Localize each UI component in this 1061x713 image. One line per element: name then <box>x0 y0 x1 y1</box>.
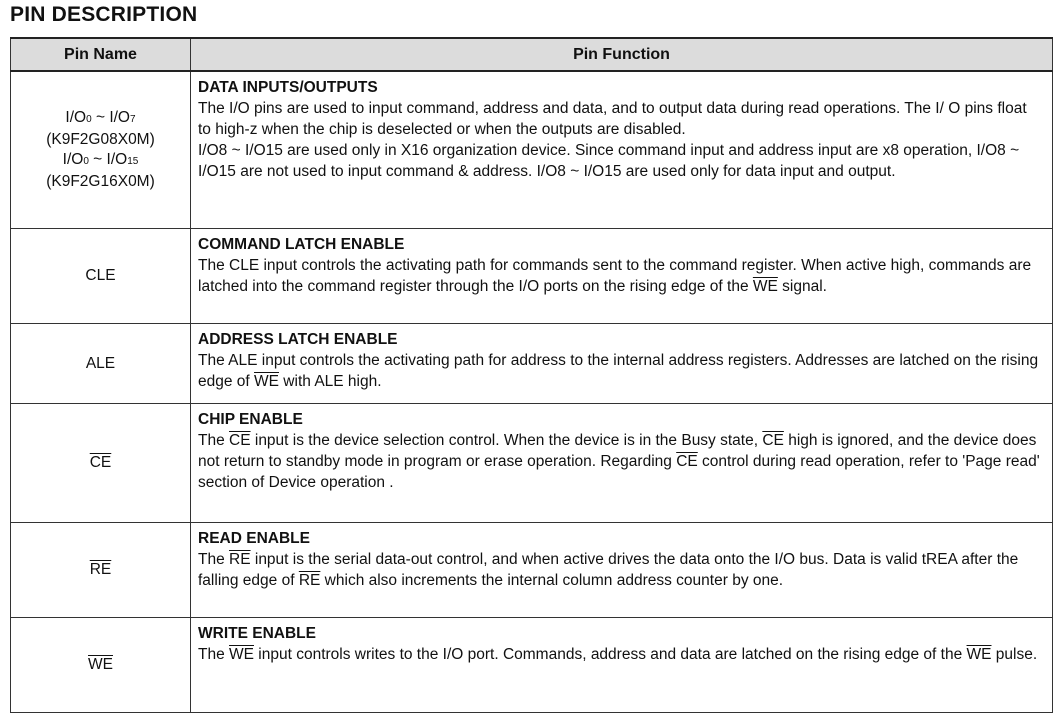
function-description: The $\overline{CE}$ input is the device selection control. When the device is in the Busy state, $\overline{CE}$ high is ignored, and the device does not return to standby mode in program or erase operation. Regarding $\overline{CE}$ control during read operation, refer to 'Page read' section of Device operation . <box>198 432 1040 491</box>
overline-signal: $\overline{CE}$ <box>676 453 698 470</box>
pin-name-io-x16: I/O0 ~ I/O15 <box>62 151 139 168</box>
table-row-we <box>11 618 1053 713</box>
function-heading: WRITE ENABLE <box>198 625 316 642</box>
overline-signal: $\overline{CE}$ <box>762 432 784 449</box>
function-description: The $\overline{WE}$ input controls writes to the I/O port. Commands, address and data are latched on the rising edge of the $\overline{WE}$ pulse. <box>198 646 1038 663</box>
pin-function-cell <box>191 229 1053 324</box>
function-description: The I/O pins are used to input command, address and data, and to output data during read operations. The I/ O pins float to high-z when the chip is deselected or when the outputs are disabled. <box>198 100 1027 138</box>
pin-description-table <box>10 37 1053 713</box>
function-description: The $\overline{RE}$ input is the serial data-out control, and when active drives the data onto the I/O bus. Data is valid tREA after the falling edge of $\overline{RE}$ which also increments the internal column address counter by one. <box>198 551 1019 589</box>
pin-part-x8: (K9F2G08X0M) <box>46 131 155 148</box>
table-row-ce <box>11 404 1053 523</box>
overline-signal: $\overline{RE}$ <box>229 551 251 568</box>
header-row <box>11 38 1053 71</box>
overline-signal: $\overline{WE}$ <box>752 278 778 295</box>
pin-name-ce: $\overline{CE}$ <box>89 454 112 471</box>
pin-function-cell <box>191 404 1053 523</box>
table-row-io <box>11 71 1053 229</box>
overline-signal: $\overline{CE}$ <box>229 432 251 449</box>
header-pin-function: Pin Function <box>191 38 1053 71</box>
function-heading: READ ENABLE <box>198 530 310 547</box>
pin-name-cell <box>11 523 191 618</box>
pin-name-io-x8: I/O0 ~ I/O7 <box>65 109 136 126</box>
pin-name-cell <box>11 618 191 713</box>
pin-function-cell <box>191 618 1053 713</box>
pin-name-re: $\overline{RE}$ <box>89 561 112 578</box>
pin-name-cell <box>11 404 191 523</box>
pin-function-cell <box>191 71 1053 229</box>
pin-name-cell <box>11 324 191 404</box>
table-row-cle <box>11 229 1053 324</box>
pin-part-x16: (K9F2G16X0M) <box>46 173 155 190</box>
pin-name-cell <box>11 71 191 229</box>
pin-function-cell <box>191 324 1053 404</box>
function-heading: DATA INPUTS/OUTPUTS <box>198 79 378 96</box>
pin-name-cell <box>11 229 191 324</box>
pin-name-cle: CLE <box>85 267 116 284</box>
overline-signal: $\overline{RE}$ <box>298 572 321 589</box>
function-description: The ALE input controls the activating path for address to the internal address registers. Addresses are latched on the rising edge of $\overline{WE}$ with ALE high. <box>198 352 1039 390</box>
overline-signal: $\overline{WE}$ <box>966 646 992 663</box>
function-description: The CLE input controls the activating path for commands sent to the command register. When active high, commands are latched into the command register through the I/O ports on the rising edge of the $\overline{WE}$ signal. <box>198 257 1032 295</box>
pin-function-cell <box>191 523 1053 618</box>
overline-signal: $\overline{WE}$ <box>229 646 254 663</box>
pin-name-ale: ALE <box>85 354 116 372</box>
function-heading: CHIP ENABLE <box>198 411 303 428</box>
function-heading: ADDRESS LATCH ENABLE <box>198 331 398 348</box>
table-header <box>11 38 1053 71</box>
pin-name-we: $\overline{WE}$ <box>88 656 113 673</box>
table-row-ale <box>11 324 1053 404</box>
table-row-re <box>11 523 1053 618</box>
page-title: PIN DESCRIPTION <box>10 3 198 26</box>
function-heading: COMMAND LATCH ENABLE <box>198 236 405 253</box>
header-pin-name: Pin Name <box>11 38 191 71</box>
overline-signal: $\overline{WE}$ <box>254 373 279 390</box>
function-description: I/O8 ~ I/O15 are used only in X16 organization device. Since command input and address input are x8 operation, I/O8 ~ I/O15 are not used to input command & address. I/O8 ~ I/O15 are used only for data input and output. <box>198 142 1020 180</box>
